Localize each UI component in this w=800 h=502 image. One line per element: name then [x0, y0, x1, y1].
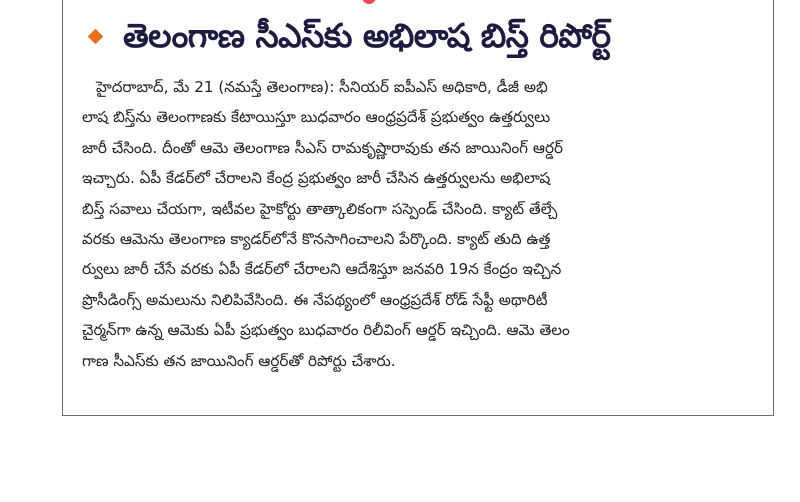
article-line: చైర్మన్‌గా ఉన్న ఆమెకు ఏపీ ప్రభుత్వం బుధవారం రిలీవింగ్ ఆర్డర్ ఇచ్చింది. ఆమె తెలం — [82, 321, 570, 340]
diamond-bullet-icon — [88, 28, 104, 44]
article-line: ర్వులు జారీ చేసే వరకు ఏపీ కేడర్‌లో చేరాలని ఆదేశిస్తూ జనవరి 19న కేంద్రం ఇచ్చిన — [82, 260, 562, 279]
article-line: జారీ చేసింది. దీంతో ఆమె తెలంగాణ సీఎస్ రామకృష్ణారావుకు తన జాయినింగ్ ఆర్డర్ — [82, 138, 563, 157]
article-line: గాణ సీఎస్‌కు తన జాయినింగ్ ఆర్డర్‌తో రిపోర్టు చేశారు. — [82, 351, 396, 370]
article-line: ఇచ్చారు. ఏపీ కేడర్‌లో చేరాలని కేంద్ర ప్రభుత్వం జారీ చేసిన ఉత్తర్వులను అభిలాష — [82, 169, 551, 188]
article-headline — [82, 10, 762, 62]
article-line: బిస్త్ సవాలు చేయగా, ఇటీవల హైకోర్టు తాత్కాలికంగా సస్పెండ్ చేసింది. క్యాట్ తేల్చే — [82, 199, 558, 218]
article-line: వరకు ఆమెను తెలంగాణ క్యాడర్‌లోనే కొనసాగించాలని పేర్కొంది. క్యాట్ తుది ఉత్త — [82, 229, 551, 248]
headline-text: తెలంగాణ సీఎస్‌కు అభిలాష బిస్త్ రిపోర్ట్ — [123, 16, 611, 55]
article-line: లాష బిస్త్‌ను తెలంగాణకు కేటాయిస్తూ బుధవారం ఆంధ్రప్రదేశ్ ప్రభుత్వం ఉత్తర్వులు — [82, 108, 551, 127]
article-line: ప్రొసీడింగ్స్ అమలును నిలిపివేసింది. ఈ నేపథ్యంలో ఆంధ్రప్రదేశ్ రోడ్ సేఫ్టీ అథారిటీ — [82, 290, 548, 309]
article-body — [82, 72, 758, 376]
article-line: హైదరాబాద్, మే 21 (నమస్తే తెలంగాణ): సీనియర్ ఐపీఎస్ అధికారి, డీజీ అభి — [96, 78, 548, 96]
